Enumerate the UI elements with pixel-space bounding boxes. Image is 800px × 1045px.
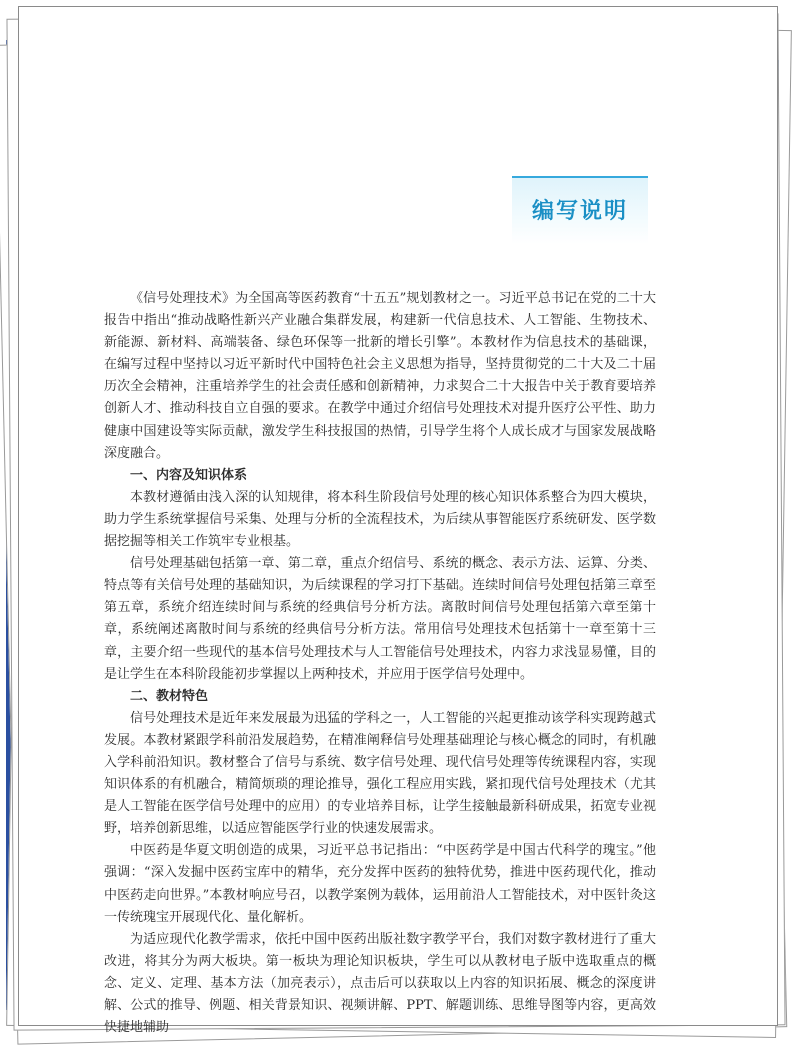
features-paragraph-3: 为适应现代化教学需求，依托中国中医药出版社数字教学平台，我们对数字教材进行了重大改进，将其分为两大板块。第一板块为理论知识板块，学生可以从教材电子版中选取重点的概念、定义、定理、基本方法（加亮表示），点击后可以获取以上内容的知识拓展、概念的深度讲解、公式的推导、例题、相关背景知识、视频讲解、PPT、解题训练、思维导图等内容，更高效快捷地辅助 (104, 931, 656, 1036)
intro-paragraph: 《信号处理技术》为全国高等医药教育“十五五”规划教材之一。习近平总书记在党的二十大报告中指出“推动战略性新兴产业融合集群发展，构建新一代信息技术、人工智能、生物技术、新能源、新材料、高端装备、绿色环保等一批新的增长引擎”。本教材作为信息技术的基础课，在编写过程中坚持以习近平新时代中国特色社会主义思想为指导，坚持贯彻党的二十大及二十届历次全会精神，注重培养学生的社会责任感和创新精神，力求契合二十大报告中关于教育要培养创新人才、推动科技自立自强的要求。在教学中通过介绍信号处理技术对提升医疗公平性、助力健康中国建设等实际贡献，激发学生科技报国的热情，引导学生将个人成长成才与国家发展战略深度融合。 (104, 291, 656, 461)
features-paragraph-1: 信号处理技术是近年来发展最为迅猛的学科之一，人工智能的兴起更推动该学科实现跨越式发展。本教材紧跟学科前沿发展趋势，在精准阐释信号处理基础理论与核心概念的同时，有机融入学科前沿知识。教材整合了信号与系统、数字信号处理、现代信号处理等传统课程内容，实现知识体系的有机融合，精简烦琐的理论推导，强化工程应用实践，紧扣现代信号处理技术（尤其是人工智能在医学信号处理中的应用）的专业培养目标，让学生接触最新科研成果，拓宽专业视野，培养创新思维，以适应智能医学行业的快速发展需求。 (104, 710, 656, 837)
section-heading-features: 二、教材特色 (130, 688, 209, 704)
page-title: 编写说明 (531, 199, 628, 224)
section-title-box (512, 176, 648, 244)
page-body (104, 288, 656, 1039)
features-paragraph-2: 中医药是华夏文明创造的成果，习近平总书记指出：“中医药学是中国古代科学的瑰宝。”他强调：“深入发掘中医药宝库中的精华，充分发挥中医药的独特优势，推进中医药现代化，推动中医药走向世界。”本教材响应号召，以教学案例为载体，运用前沿人工智能技术，对中医针灸这一传统瑰宝开展现代化、量化解析。 (104, 843, 656, 925)
section-heading-content: 一、内容及知识体系 (130, 467, 248, 483)
content-paragraph-1: 本教材遵循由浅入深的认知规律，将本科生阶段信号处理的核心知识体系整合为四大模块，助力学生系统掌握信号采集、处理与分析的全流程技术，为后续从事智能医疗系统研发、医学数据挖掘等相关工作筑牢专业根基。 (104, 489, 656, 550)
content-paragraph-2: 信号处理基础包括第一章、第二章，重点介绍信号、系统的概念、表示方法、运算、分类、特点等有关信号处理的基础知识，为后续课程的学习打下基础。连续时间信号处理包括第三章至第五章，系统介绍连续时间与系统的经典信号分析方法。离散时间信号处理包括第六章至第十章，系统阐述离散时间与系统的经典信号分析方法。常用信号处理技术包括第十一章至第十三章，主要介绍一些现代的基本信号处理技术与人工智能信号处理技术，内容力求浅显易懂，目的是让学生在本科阶段能初步掌握以上两种技术，并应用于医学信号处理中。 (104, 556, 656, 682)
